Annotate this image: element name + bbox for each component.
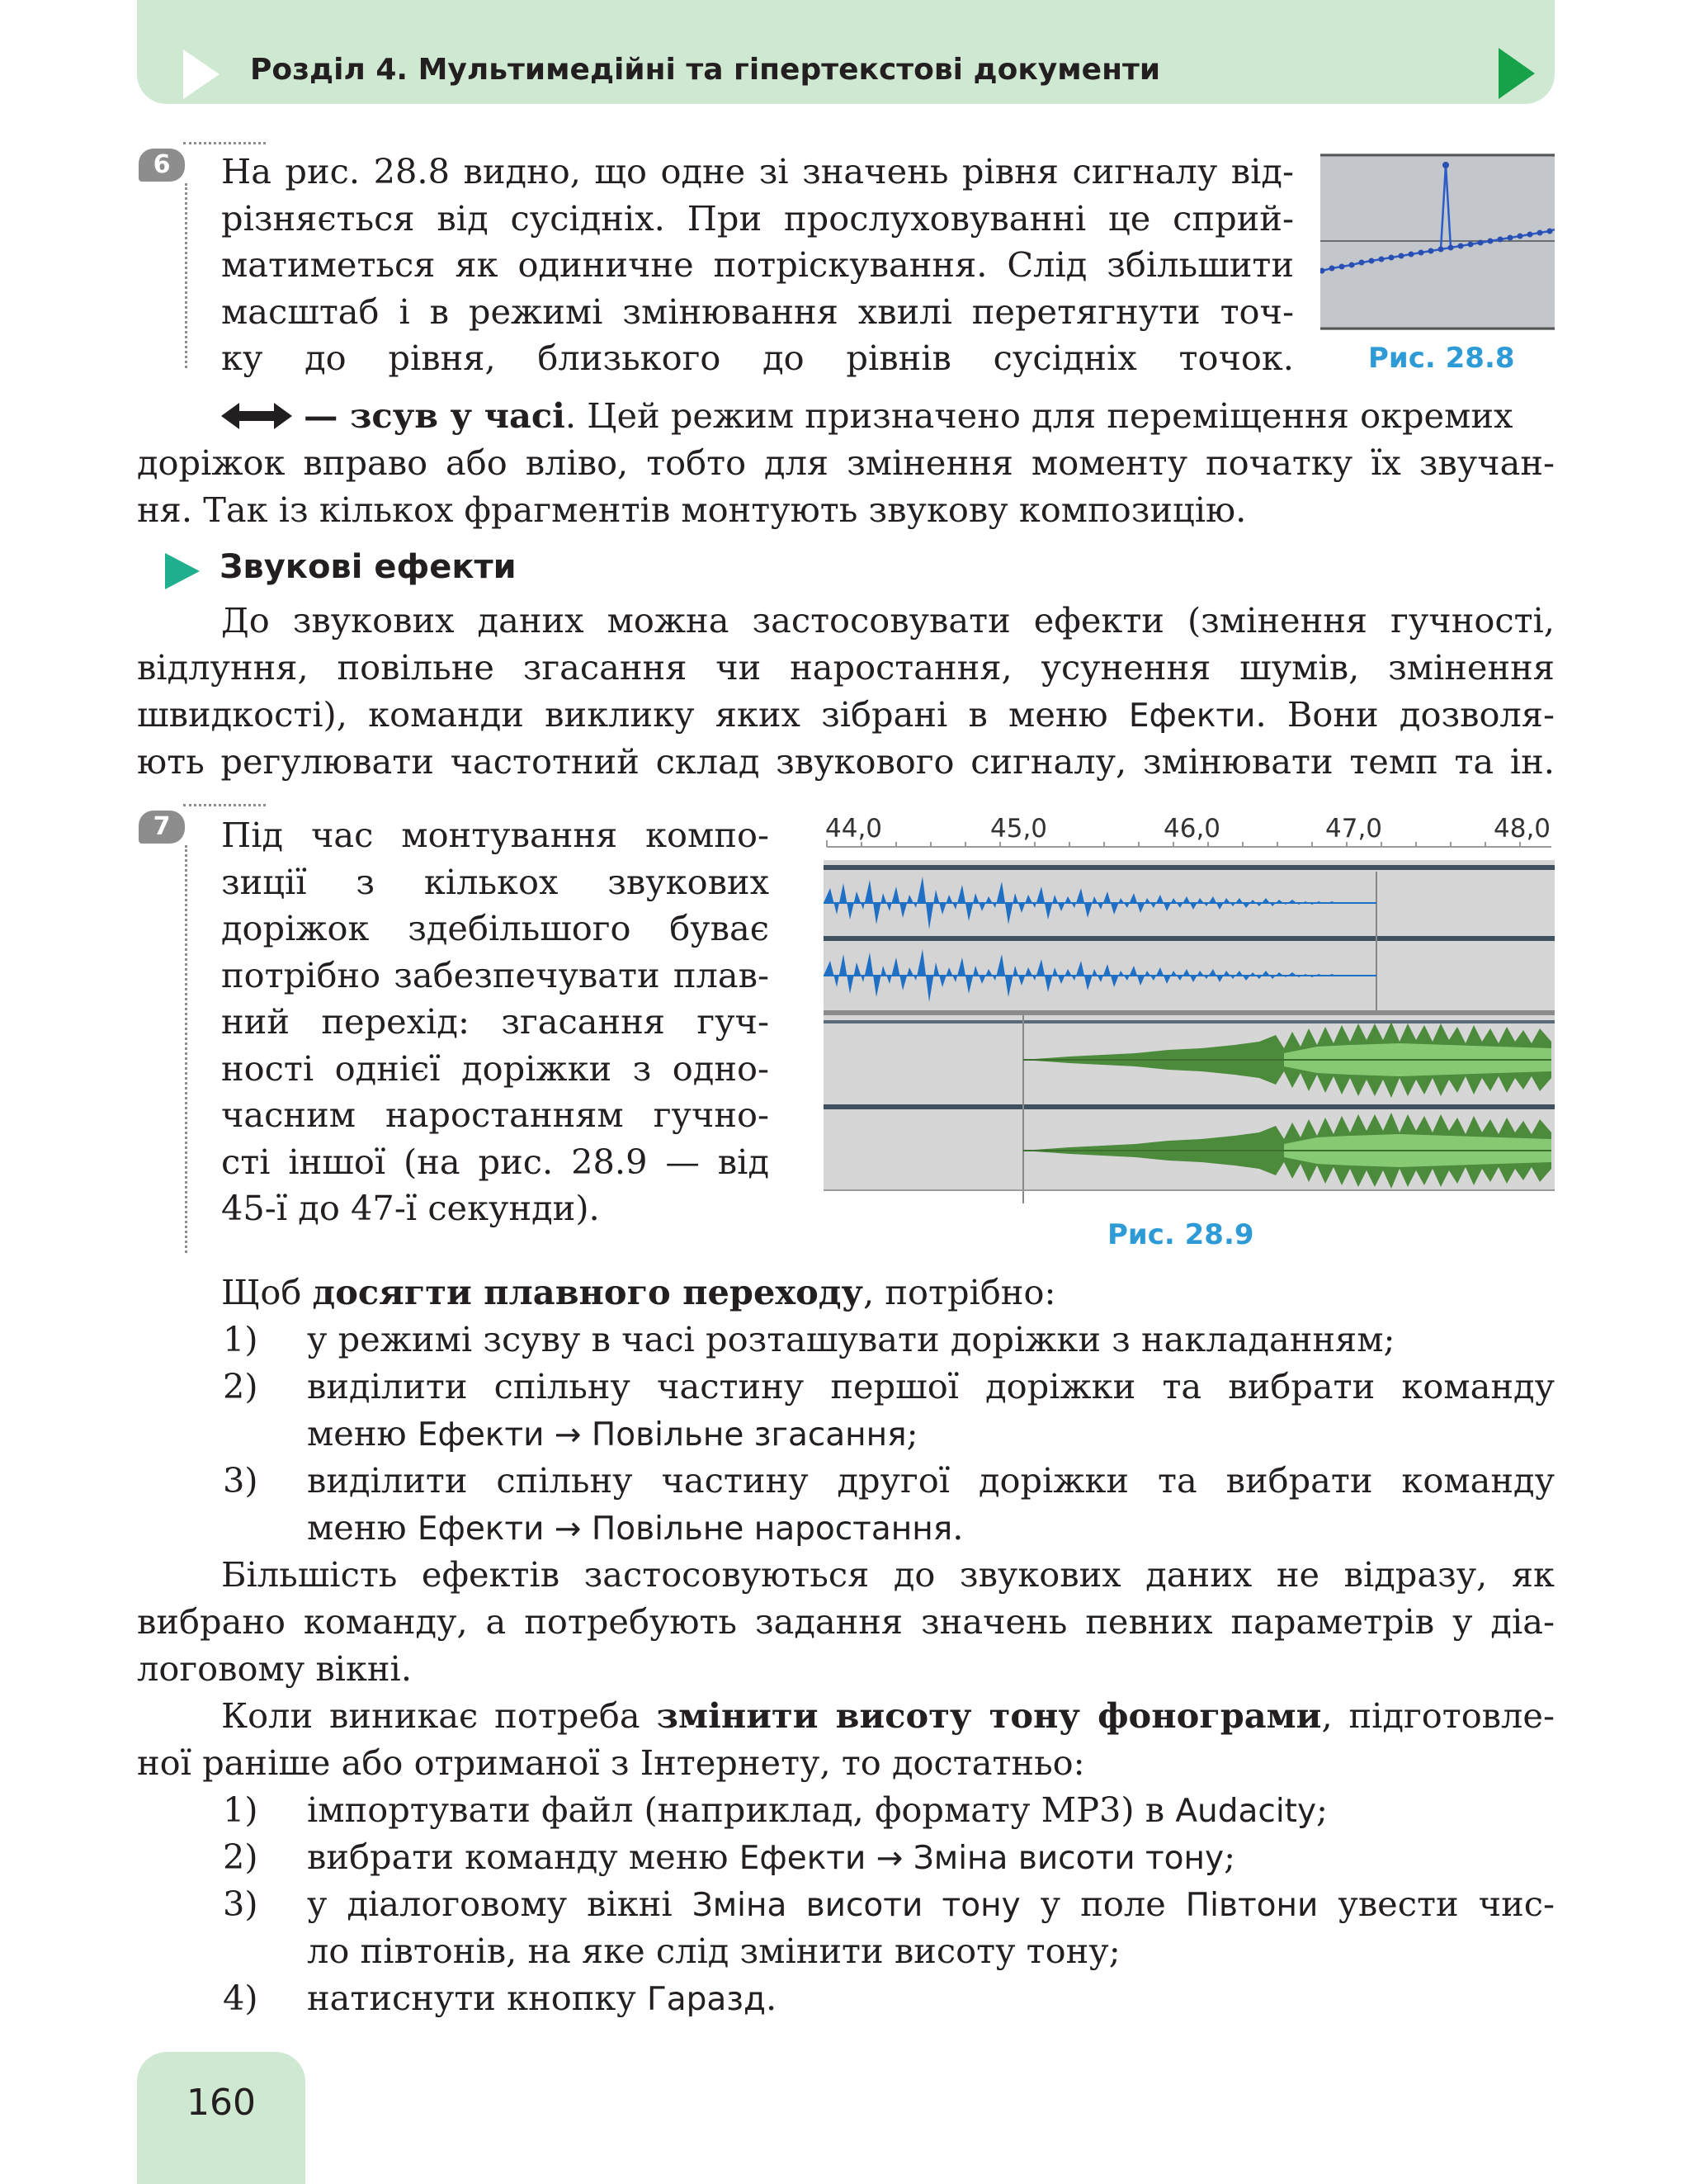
- chapter-title: Розділ 4. Мультимедійні та гіпертекстові документи: [250, 53, 1161, 87]
- text-line: матиметься як одиничне потріскування. Слід збільшити: [221, 244, 1294, 285]
- list-number: 2): [223, 1366, 258, 1406]
- step-text: у діалоговому вікні: [307, 1884, 692, 1924]
- menu-path: Ефекти → Зміна висоти тону: [739, 1840, 1225, 1877]
- timeshift-line1: [304, 393, 1555, 440]
- pitch-pre: Коли виникає потреба: [221, 1695, 657, 1736]
- figure-28-9-caption: Рис. 28.9: [1107, 1218, 1254, 1251]
- pitch-line1: [221, 1693, 1555, 1740]
- menu-path: Ефекти → Повільне наростання: [417, 1510, 953, 1548]
- timeshift-rest: . Цей режим призначено для переміщення окремих: [564, 395, 1513, 436]
- pitch-step-3-line2: ло півтонів, на яке слід змінити висоту тону;: [307, 1931, 1121, 1971]
- step-text: меню: [307, 1413, 418, 1454]
- app-name: Audacity: [1175, 1793, 1317, 1830]
- transition-step-2-line2: [307, 1411, 918, 1459]
- button-name: Гаразд: [646, 1981, 766, 2018]
- text-line: зиції з кількох звукових: [221, 861, 769, 902]
- text-line: ний перехід: згасання гуч-: [221, 1001, 769, 1042]
- text-line: масштаб і в режимі змінювання хвилі перетягнути точ-: [221, 291, 1294, 332]
- list-number: 1): [223, 1789, 258, 1830]
- block7-dotted-side: [185, 845, 187, 1253]
- transition-intro-post: , потрібно:: [863, 1272, 1056, 1312]
- step-text: у поле: [1020, 1884, 1186, 1924]
- ruler-label: 45,0: [990, 814, 1048, 844]
- effects-line1: До звукових даних можна застосовувати ефекти (змінення гучності,: [221, 600, 1555, 641]
- text-line: потрібно забезпечувати плав-: [221, 954, 769, 995]
- step-text: .: [766, 1978, 777, 2018]
- ruler-label: 48,0: [1494, 814, 1551, 844]
- step-text: вибрати команду меню: [307, 1837, 739, 1877]
- pitch-bold: змінити висоту тону фонограми: [656, 1695, 1322, 1736]
- text-line: Під час монтування компо-: [221, 815, 769, 855]
- list-number: 2): [223, 1837, 258, 1877]
- pitch-step-2: [307, 1834, 1235, 1883]
- header-left-triangle-icon: [183, 50, 220, 99]
- params-line2: вибрано команду, а потребують задання значень певних параметрів у діа-: [137, 1601, 1555, 1642]
- list-number: 3): [223, 1884, 258, 1924]
- list-number: 1): [223, 1319, 258, 1359]
- transition-intro-bold: досягти плавного переходу: [312, 1272, 863, 1312]
- text-line: різняється від сусідніх. При прослуховуванні це сприй-: [221, 197, 1294, 239]
- transition-step-1: у режимі зсуву в часі розташувати доріжки з накладанням;: [307, 1319, 1395, 1359]
- step-text: ;: [1316, 1789, 1329, 1830]
- section-triangle-icon: [165, 553, 200, 589]
- block6-dotted-side: [185, 183, 187, 368]
- list-number: 3): [223, 1460, 258, 1501]
- effects-line4: ють регулювати частотний склад звукового сигналу, змінювати темп та ін.: [137, 741, 1555, 782]
- figure-28-9: [822, 812, 1555, 1203]
- params-line1: Більшість ефектів застосовуються до звукових даних не відразу, як: [221, 1554, 1555, 1595]
- block7-marker: 7: [139, 811, 185, 844]
- field-name: Півтони: [1185, 1887, 1319, 1924]
- ruler-label: 44,0: [825, 814, 883, 844]
- block6-dotted-rule: [183, 142, 266, 144]
- dialog-name: Зміна висоти тону: [692, 1887, 1021, 1924]
- text-line: часним наростанням гучно-: [221, 1094, 769, 1135]
- effects-line3: [137, 692, 1555, 740]
- effects-line3-pre: швидкості), команди виклику яких зібрані в меню: [137, 694, 1129, 735]
- step-text: імпортувати файл (наприклад, формату MP3) в: [307, 1789, 1176, 1830]
- transition-step-3-line1: виділити спільну частину другої доріжки та вибрати команду: [307, 1460, 1555, 1501]
- step-text: меню: [307, 1507, 418, 1548]
- text-line: сті іншої (на рис. 28.9 — від: [221, 1141, 769, 1182]
- figure-28-8-caption: Рис. 28.8: [1368, 342, 1515, 375]
- header-right-triangle-icon: [1499, 48, 1535, 99]
- params-line3: логовому вікні.: [137, 1648, 413, 1689]
- section-title: Звукові ефекти: [220, 548, 517, 586]
- figure-28-8: [1320, 154, 1555, 330]
- transition-step-3-line2: [307, 1505, 963, 1553]
- timeshift-line3: ня. Так із кількох фрагментів монтують звукову композицію.: [137, 489, 1247, 530]
- timeshift-line2: доріжок вправо або вліво, тобто для змінення моменту початку їх звучан-: [137, 442, 1555, 483]
- step-text: ;: [906, 1413, 918, 1454]
- transition-step-2-line1: виділити спільну частину першої доріжки та вибрати команду: [307, 1366, 1555, 1406]
- pitch-line2: ної раніше або отриманої з Інтернету, то достатньо:: [137, 1742, 1085, 1783]
- effects-line2: відлуння, повільне згасання чи наростання, усунення шумів, змінення: [137, 647, 1555, 688]
- pitch-step-1: [307, 1787, 1328, 1836]
- ruler-label: 47,0: [1325, 814, 1383, 844]
- step-text: .: [952, 1507, 964, 1548]
- step-text: натиснути кнопку: [307, 1978, 647, 2018]
- block7-dotted-rule: [183, 804, 266, 806]
- effects-line3-post: . Вони дозволя-: [1255, 694, 1555, 735]
- block6-text: [221, 149, 1294, 382]
- pitch-step-3-line1: [307, 1881, 1555, 1930]
- pitch-post: , підготовле-: [1321, 1695, 1555, 1736]
- effects-menu-name: Ефекти: [1128, 697, 1256, 735]
- step-text: ;: [1224, 1837, 1236, 1877]
- menu-path: Ефекти → Повільне згасання: [417, 1416, 907, 1454]
- list-number: 4): [223, 1978, 258, 2018]
- transition-intro-pre: Щоб: [221, 1272, 313, 1312]
- timeshift-term: — зсув у часі: [304, 395, 565, 436]
- time-shift-tool-icon: [221, 401, 292, 431]
- block6-marker: 6: [139, 149, 185, 182]
- block7-text: [221, 812, 769, 1232]
- text-line: 45-ї до 47-ї секунди).: [221, 1188, 600, 1228]
- text-line: доріжок здебільшого буває: [221, 908, 769, 948]
- ruler-label: 46,0: [1164, 814, 1221, 844]
- chapter-header: [137, 0, 1555, 104]
- text-line: ності однієї доріжки з одно-: [221, 1047, 769, 1089]
- transition-intro: [221, 1269, 1055, 1317]
- page-number: 160: [186, 2082, 256, 2124]
- step-text: увести чис-: [1318, 1884, 1555, 1924]
- pitch-step-4: [307, 1975, 777, 2024]
- text-line: ку до рівня, близького до рівнів сусідніх точок.: [221, 338, 1294, 378]
- text-line: На рис. 28.8 видно, що одне зі значень рівня сигналу від-: [221, 151, 1294, 191]
